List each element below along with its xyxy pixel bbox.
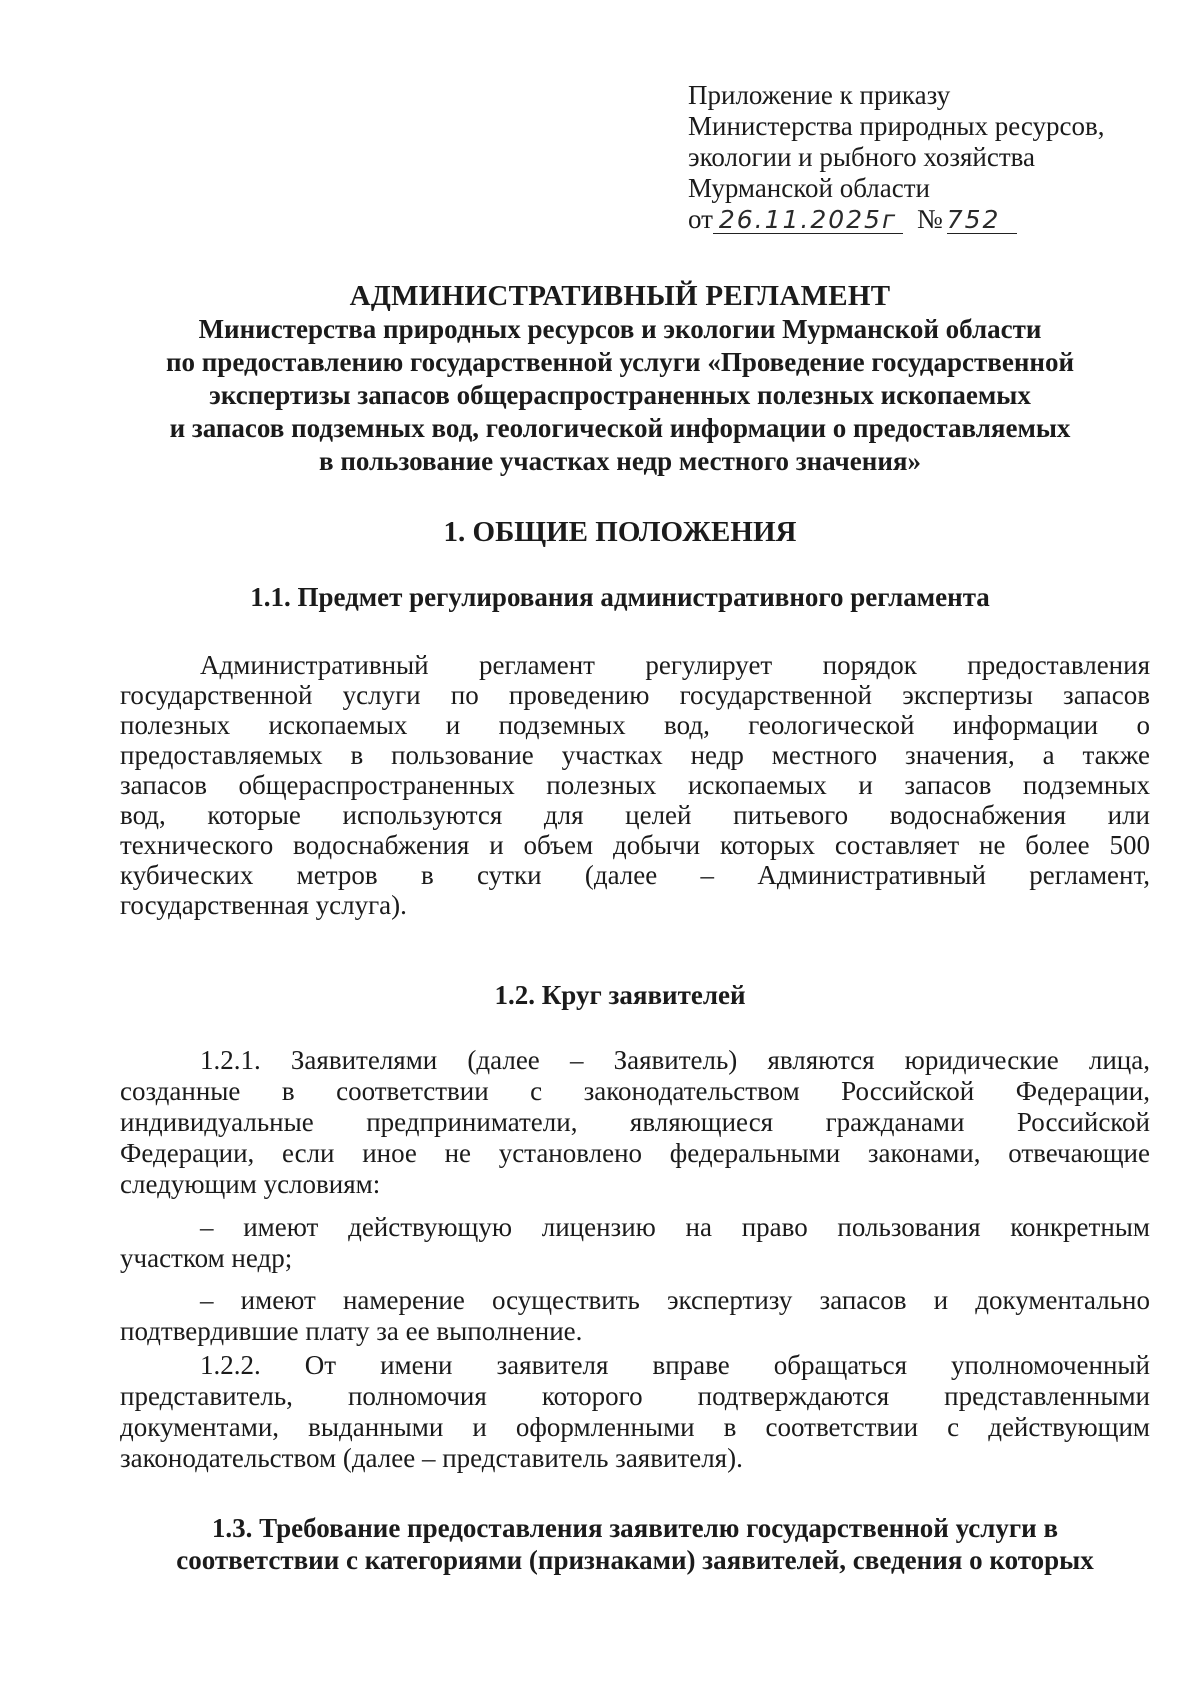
header-line: Министерства природных ресурсов, bbox=[688, 111, 1105, 141]
date-prefix: от bbox=[688, 204, 713, 234]
paragraph-1-1 bbox=[120, 650, 1150, 920]
header-line: Приложение к приказу bbox=[688, 80, 951, 110]
paragraph-line: Административный регламент регулирует порядок предоставления bbox=[200, 650, 1150, 680]
paragraph-line: Федерации, если иное не установлено федеральными законами, отвечающие bbox=[120, 1138, 1150, 1168]
paragraph-line: подтвердившие плату за ее выполнение. bbox=[120, 1316, 583, 1346]
paragraph-line: – имеют действующую лицензию на право пользования конкретным bbox=[200, 1212, 1150, 1242]
paragraph-line: индивидуальные предприниматели, являющиеся гражданами Российской bbox=[120, 1107, 1150, 1137]
paragraph-line: созданные в соответствии с законодательством Российской Федерации, bbox=[120, 1076, 1150, 1106]
header-line: Мурманской области bbox=[688, 173, 930, 203]
paragraph-line: государственной услуги по проведению государственной экспертизы запасов bbox=[120, 680, 1150, 710]
title-line: в пользование участках недр местного значения» bbox=[319, 446, 921, 476]
paragraph-line: – имеют намерение осуществить экспертизу запасов и документально bbox=[200, 1285, 1150, 1315]
bullet-item bbox=[120, 1212, 1150, 1274]
paragraph-line: 1.2.2. От имени заявителя вправе обращаться уполномоченный bbox=[200, 1350, 1150, 1380]
header-line: экологии и рыбного хозяйства bbox=[688, 142, 1036, 172]
subsection-heading-1-3 bbox=[110, 1512, 1160, 1576]
title-line: экспертизы запасов общераспространенных полезных ископаемых bbox=[209, 380, 1031, 410]
paragraph-line: технического водоснабжения и объем добычи которых составляет не более 500 bbox=[120, 830, 1150, 860]
handwritten-number: 752 bbox=[947, 207, 1017, 234]
title-line: по предоставлению государственной услуги «Проведение государственной bbox=[165, 347, 1075, 377]
title-line: Министерства природных ресурсов и экологии Мурманской области bbox=[198, 314, 1042, 344]
heading-line: 1.3. Требование предоставления заявителю государственной услуги в bbox=[211, 1513, 1059, 1543]
heading-line: соответствии с категориями (признаками) заявителей, сведения о которых bbox=[176, 1545, 1094, 1575]
subsection-heading: 1.1. Предмет регулирования административного регламента bbox=[250, 582, 990, 612]
paragraph-line: участком недр; bbox=[120, 1243, 293, 1273]
paragraph-line: кубических метров в сутки (далее – Административный регламент, bbox=[120, 860, 1150, 890]
paragraph-line: запасов общераспространенных полезных ископаемых и запасов подземных bbox=[120, 770, 1150, 800]
paragraph-1-2-1 bbox=[120, 1045, 1150, 1200]
paragraph-line: представитель, полномочия которого подтверждаются представленными bbox=[120, 1381, 1150, 1411]
document-title bbox=[120, 280, 1120, 478]
paragraph-line: следующим условиям: bbox=[120, 1169, 381, 1199]
paragraph-1-2-2 bbox=[120, 1350, 1150, 1474]
paragraph-line: вод, которые используются для целей питьевого водоснабжения или bbox=[120, 800, 1150, 830]
section-heading: 1. ОБЩИЕ ПОЛОЖЕНИЯ bbox=[443, 516, 797, 548]
order-date-number-line bbox=[688, 204, 1158, 235]
subsection-heading: 1.2. Круг заявителей bbox=[494, 980, 746, 1010]
number-prefix: № bbox=[916, 204, 943, 234]
paragraph-line: 1.2.1. Заявителями (далее – Заявитель) являются юридические лица, bbox=[200, 1045, 1150, 1075]
paragraph-line: законодательством (далее – представитель заявителя). bbox=[120, 1443, 743, 1473]
order-appendix-header bbox=[688, 80, 1158, 235]
handwritten-date: 26.11.2025г bbox=[713, 207, 903, 234]
paragraph-line: предоставляемых в пользование участках недр местного значения, а также bbox=[120, 740, 1150, 770]
bullet-item bbox=[120, 1285, 1150, 1347]
paragraph-line: государственная услуга). bbox=[120, 890, 407, 920]
title-main: АДМИНИСТРАТИВНЫЙ РЕГЛАМЕНТ bbox=[349, 280, 891, 312]
title-line: и запасов подземных вод, геологической информации о предоставляемых bbox=[169, 413, 1071, 443]
paragraph-line: документами, выданными и оформленными в соответствии с действующим bbox=[120, 1412, 1150, 1442]
paragraph-line: полезных ископаемых и подземных вод, геологической информации о bbox=[120, 710, 1150, 740]
